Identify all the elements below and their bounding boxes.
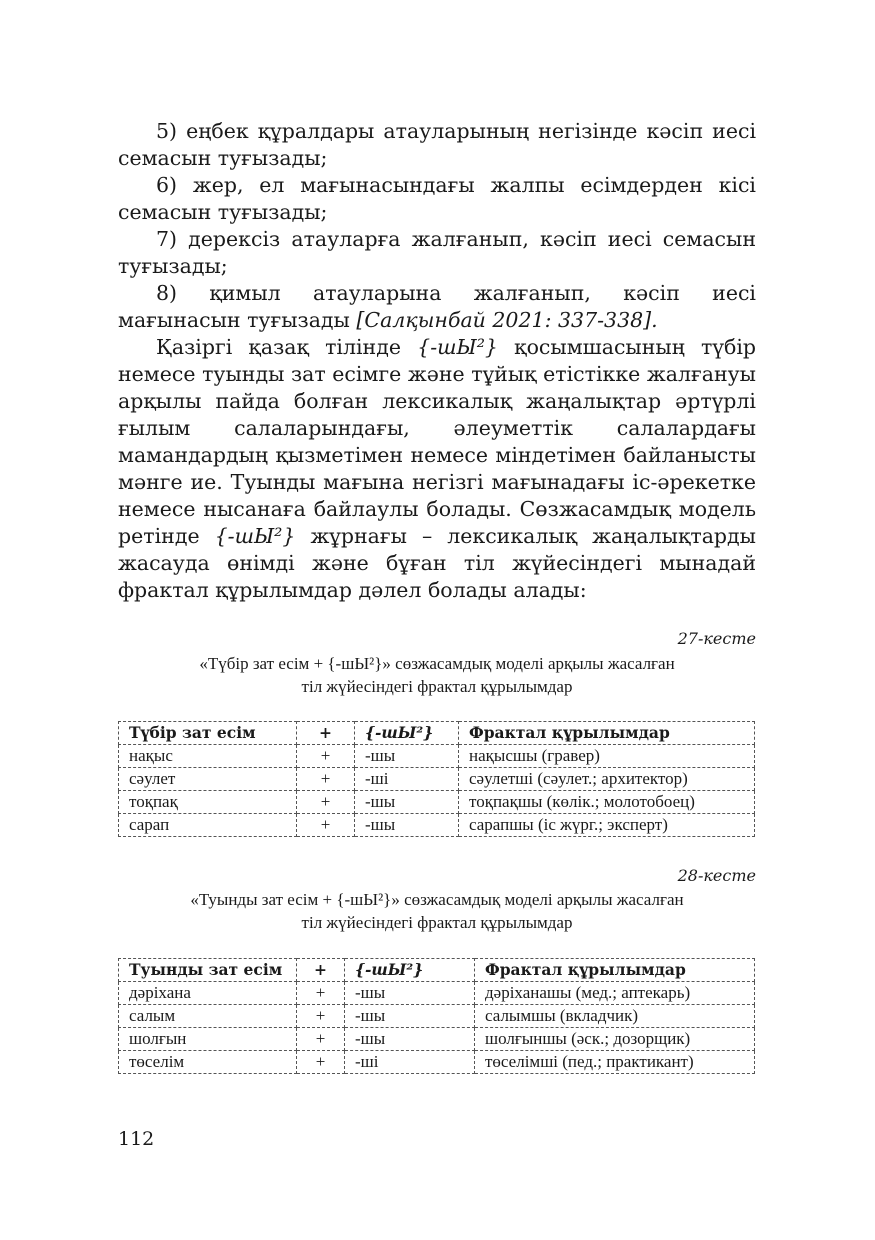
cell-suffix: -шы xyxy=(355,745,459,768)
header-fractal: Фрактал құрылымдар xyxy=(475,959,755,982)
header-plus: + xyxy=(297,722,355,745)
cell-base: төселім xyxy=(119,1051,297,1074)
table-28 xyxy=(118,958,755,1074)
cell-result: сәулетші (сәулет.; архитектор) xyxy=(459,768,755,791)
paragraph-6: 6) жер, ел мағынасындағы жалпы есімдерден кісі семасын туғызады; xyxy=(118,173,756,224)
cell-plus: + xyxy=(297,982,345,1005)
cell-suffix: -ші xyxy=(355,768,459,791)
cell-base: тоқпақ xyxy=(119,791,297,814)
header-fractal: Фрактал құрылымдар xyxy=(459,722,755,745)
paragraph-main xyxy=(118,334,756,604)
table-27-title-line1: «Түбір зат есім + {-шЫ²}» сөзжасамдық моделі арқылы жасалған xyxy=(199,654,675,673)
table-27-header-row xyxy=(119,722,755,745)
table-28-header-row xyxy=(119,959,755,982)
table-row xyxy=(119,791,755,814)
table-row xyxy=(119,1051,755,1074)
header-suffix: {-шЫ²} xyxy=(345,959,475,982)
cell-suffix: -шы xyxy=(345,1028,475,1051)
table-28-title-line2: тіл жүйесіндегі фрактал құрылымдар xyxy=(301,913,573,932)
cell-result: салымшы (вкладчик) xyxy=(475,1005,755,1028)
paragraph-7: 7) дерексіз атауларға жалғанып, кәсіп иесі семасын туғызады; xyxy=(118,227,756,278)
cell-base: дәріхана xyxy=(119,982,297,1005)
page-number: 112 xyxy=(118,1128,155,1150)
cell-suffix: -шы xyxy=(345,982,475,1005)
cell-result: төселімші (пед.; практикант) xyxy=(475,1051,755,1074)
cell-suffix: -шы xyxy=(355,814,459,837)
cell-suffix: -ші xyxy=(345,1051,475,1074)
suffix-notation-2: {-шЫ²} xyxy=(214,524,296,548)
cell-plus: + xyxy=(297,745,355,768)
cell-result: нақысшы (гравер) xyxy=(459,745,755,768)
cell-base: сарап xyxy=(119,814,297,837)
cell-plus: + xyxy=(297,1051,345,1074)
cell-result: шолғыншы (әск.; дозорщик) xyxy=(475,1028,755,1051)
cell-base: салым xyxy=(119,1005,297,1028)
header-root-noun: Түбір зат есім xyxy=(119,722,297,745)
cell-plus: + xyxy=(297,814,355,837)
body-text xyxy=(118,118,756,604)
table-row xyxy=(119,768,755,791)
cell-base: шолғын xyxy=(119,1028,297,1051)
main-text-a: Қазіргі қазақ тілінде xyxy=(156,335,418,359)
suffix-notation: {-шЫ²} xyxy=(417,335,498,359)
cell-plus: + xyxy=(297,1005,345,1028)
table-27-number: 27-кесте xyxy=(677,629,756,648)
paragraph-8-text: 8) қимыл атауларына жалғанып, кәсіп иесі мағынасын туғызады xyxy=(118,281,756,332)
table-28-number: 28-кесте xyxy=(677,866,756,885)
header-plus: + xyxy=(297,959,345,982)
cell-result: тоқпақшы (көлік.; молотобоец) xyxy=(459,791,755,814)
main-text-c: жұрнағы – лексикалық жаңалықтарды жасауда өнімді және бұған тіл жүйесіндегі мынадай фрактал құрылымдар дәлел болады алады: xyxy=(118,524,756,602)
header-suffix: {-шЫ²} xyxy=(355,722,459,745)
cell-result: сарапшы (іс жүрг.; эксперт) xyxy=(459,814,755,837)
cell-plus: + xyxy=(297,791,355,814)
paragraph-8 xyxy=(118,280,756,334)
header-derived-noun: Туынды зат есім xyxy=(119,959,297,982)
table-27 xyxy=(118,721,755,837)
paragraph-5: 5) еңбек құралдары атауларының негізінде кәсіп иесі семасын туғызады; xyxy=(118,119,756,170)
table-28-title xyxy=(118,888,756,934)
main-text-b: қосымшасының түбір немесе туынды зат есімге және тұйық етістікке жалғануы арқылы пайда болған лексикалық жаңалықтар әртүрлі ғылым салаларындағы, әлеуметтік салалардағы мамандардың қызметімен немесе міндетімен байланысты мәнге ие. Туынды мағына негізгі мағынадағы іс-әрекетке немесе нысанаға байлаулы болады. Сөзжасамдық модель ретінде xyxy=(118,335,756,548)
table-28-title-line1: «Туынды зат есім + {-шЫ²}» сөзжасамдық моделі арқылы жасалған xyxy=(190,890,684,909)
table-27-title-line2: тіл жүйесіндегі фрактал құрылымдар xyxy=(301,677,573,696)
cell-plus: + xyxy=(297,1028,345,1051)
table-row xyxy=(119,745,755,768)
cell-base: нақыс xyxy=(119,745,297,768)
table-row xyxy=(119,814,755,837)
cell-base: сәулет xyxy=(119,768,297,791)
table-row xyxy=(119,982,755,1005)
cell-plus: + xyxy=(297,768,355,791)
cell-result: дәріханашы (мед.; аптекарь) xyxy=(475,982,755,1005)
cell-suffix: -шы xyxy=(345,1005,475,1028)
table-27-title xyxy=(118,652,756,698)
table-row xyxy=(119,1005,755,1028)
table-row xyxy=(119,1028,755,1051)
citation: [Салқынбай 2021: 337-338]. xyxy=(356,308,658,332)
cell-suffix: -шы xyxy=(355,791,459,814)
